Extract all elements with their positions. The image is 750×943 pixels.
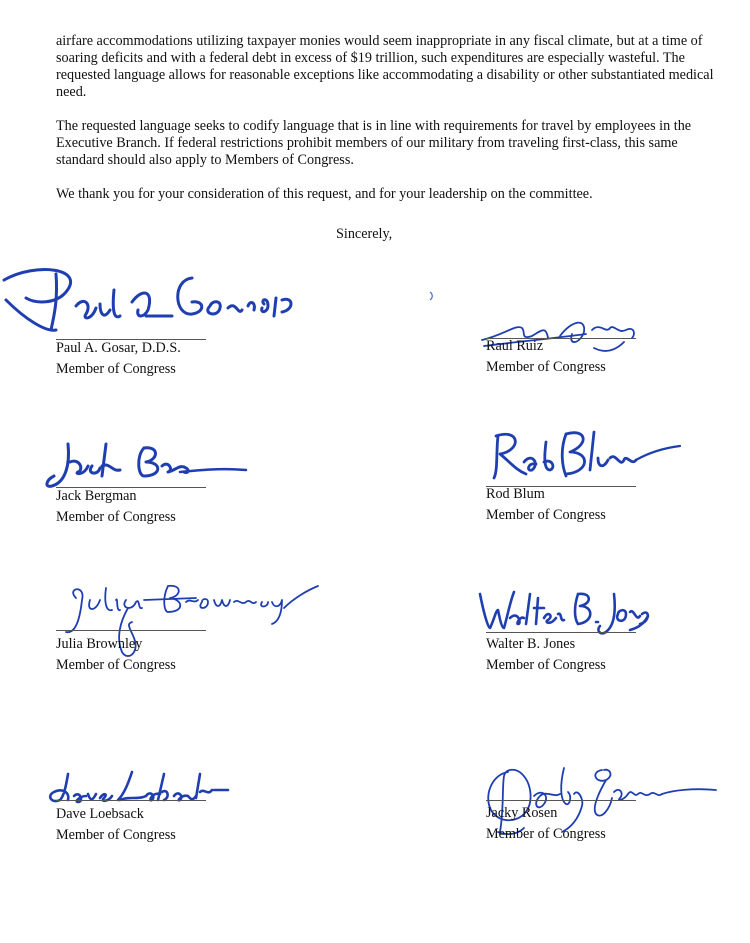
signature-block-ruiz — [486, 268, 726, 380]
signatory-title: Member of Congress — [486, 507, 606, 523]
handwritten-signature-ruiz — [476, 304, 646, 364]
signatory-title: Member of Congress — [56, 509, 176, 525]
signatory-name: Raul Ruiz — [486, 338, 544, 354]
signatory-title: Member of Congress — [56, 657, 176, 673]
signature-block-loebsack — [56, 752, 296, 864]
signatory-name: Dave Loebsack — [56, 806, 144, 822]
signatory-title: Member of Congress — [486, 826, 606, 842]
signature-block-blum — [486, 418, 726, 530]
signatory-name: Jacky Rosen — [486, 805, 558, 821]
signature-line — [56, 800, 206, 801]
handwritten-signature-brownley — [56, 578, 326, 668]
signature-line — [56, 630, 206, 631]
signature-block-gosar — [56, 270, 296, 382]
signatory-title: Member of Congress — [486, 657, 606, 673]
body-paragraph-1: airfare accommodations utilizing taxpayer monies would seem inappropriate in any fiscal climate, but at a time of soaring deficits and with a federal debt in excess of $19 trillion, such expenditures are especially wasteful. The requested language allows for reasonable exceptions like accommodating a disability or other substantiated medical need. — [56, 33, 714, 100]
signature-block-bergman — [56, 420, 296, 532]
signature-line — [486, 632, 636, 633]
signature-block-brownley — [56, 572, 296, 684]
handwritten-signature-blum — [486, 422, 686, 488]
signatory-title: Member of Congress — [486, 359, 606, 375]
signatory-title: Member of Congress — [56, 827, 176, 843]
signatory-name: Rod Blum — [486, 486, 545, 502]
closing-salutation: Sincerely, — [336, 226, 393, 242]
signature-block-jones — [486, 572, 726, 684]
handwritten-signature-gosar — [0, 260, 296, 340]
signatory-name: Jack Bergman — [56, 488, 137, 504]
pen-mark — [429, 291, 435, 301]
signatory-title: Member of Congress — [56, 361, 176, 377]
body-paragraph-2: The requested language seeks to codify language that is in line with requirements for travel by employees in the Executive Branch. If federal restrictions prohibit members of our military from traveling first-class, this same standard should also apply to Members of Congress. — [56, 118, 692, 168]
body-paragraph-3: We thank you for your consideration of this request, and for your leadership on the committee. — [56, 186, 593, 202]
signature-line — [486, 800, 636, 801]
signature-block-rosen — [486, 752, 726, 864]
signatory-name: Julia Brownley — [56, 636, 143, 652]
signatory-name: Paul A. Gosar, D.D.S. — [56, 340, 181, 356]
handwritten-signature-jones — [474, 584, 654, 644]
signatory-name: Walter B. Jones — [486, 636, 576, 652]
